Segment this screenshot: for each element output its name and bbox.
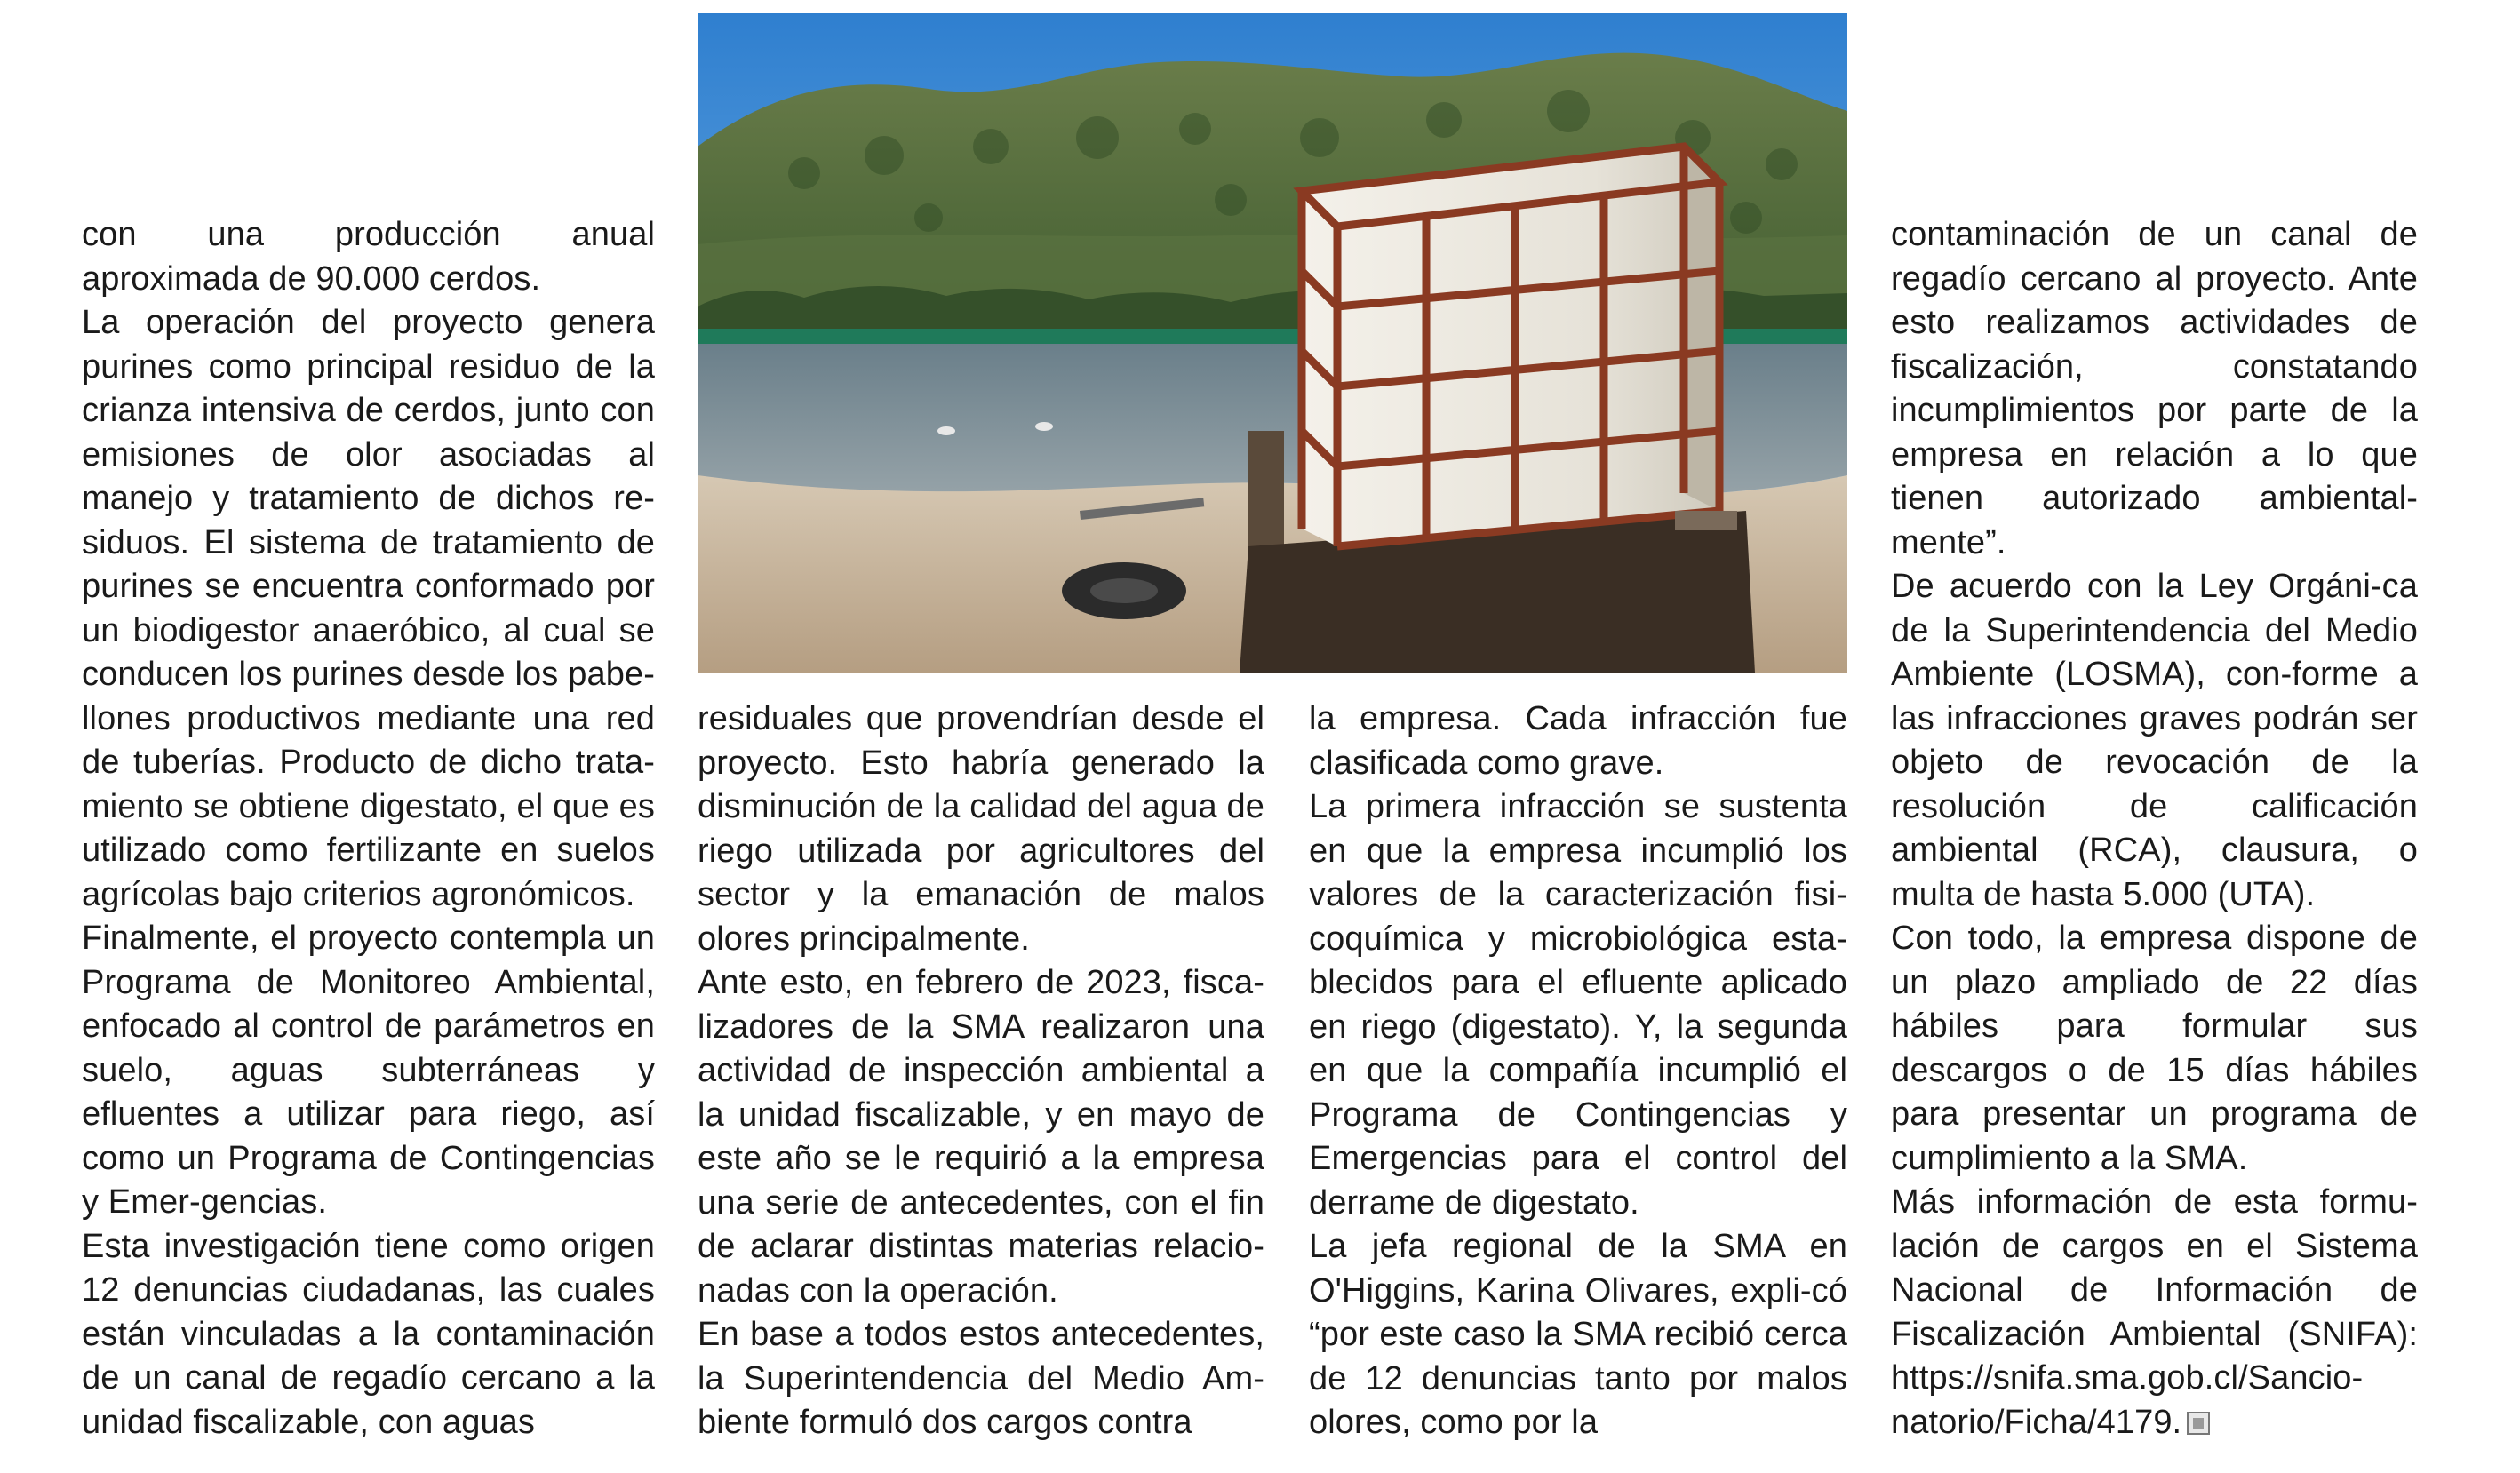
- paragraph: La primera infracción se sustenta en que la empresa incumplió los valores de la caracterización fisi-coquímica y microbiológica esta-blecidos para el efluente aplicado en riego (digestato). Y, la segunda en que la compañía incumplió el Programa de Contingencias y Emergencias para el control del derrame de digestato.: [1309, 788, 1847, 1222]
- paragraph: con una producción anual aproximada de 90.000 cerdos.: [82, 216, 655, 298]
- article-column-2: [698, 697, 1264, 1445]
- paragraph: residuales que provendrían desde el proyecto. Esto habría generado la disminución de la calidad del agua de riego utilizada por agricultores del sector y la emanación de malos olores principalmente.: [698, 700, 1264, 958]
- article-column-1: [82, 213, 655, 1445]
- paragraph: En base a todos estos antecedentes, la Superintendencia del Medio Am-biente formuló dos cargos contra: [698, 1316, 1264, 1441]
- paragraph: [1891, 1181, 2418, 1445]
- paragraph: La operación del proyecto genera purines como principal residuo de la crianza intensiva de cerdos, junto con emisiones de olor asociadas al manejo y tratamiento de dichos re-siduos. El sistema de tratamiento de purines se encuentra conformado por un biodigestor anaeróbico, al cual se conducen los purines desde los pabe-llones productivos mediante una red de tuberías. Producto de dicho trata-miento se obtiene digestato, el que es utilizado como fertilizante en suelos agrícolas bajo criterios agronómicos.: [82, 304, 655, 913]
- article-photo: [698, 13, 1847, 673]
- paragraph: De acuerdo con la Ley Orgáni-ca de la Superintendencia del Medio Ambiente (LOSMA), con-forme a las infracciones graves podrán ser objeto de revocación de la resolución de calificación ambiental (RCA), clausura, o multa de hasta 5.000 (UTA).: [1891, 568, 2418, 913]
- article-column-4: [1891, 213, 2418, 1445]
- paragraph-text: Más información de esta formu-lación de cargos en el Sistema Nacional de Información de Fiscalización Ambiental (SNIFA): https://snifa.sma.gob.cl/Sancio-natorio/Ficha/4179.: [1891, 1183, 2418, 1441]
- end-of-article-icon: [2187, 1412, 2210, 1435]
- paragraph: contaminación de un canal de regadío cercano al proyecto. Ante esto realizamos actividades de fiscalización, constatando incumplimientos por parte de la empresa en relación a lo que tienen autorizado ambiental-mente”.: [1891, 216, 2418, 561]
- article-column-3: [1309, 697, 1847, 1445]
- paragraph: Ante esto, en febrero de 2023, fisca-lizadores de la SMA realizaron una actividad de inspección ambiental a la unidad fiscalizable, y en mayo de este año se le requirió a la empresa una serie de antecedentes, con el fin de aclarar distintas materias relacio-nadas con la operación.: [698, 964, 1264, 1310]
- ibc-tank-photo-illustration: [698, 13, 1847, 673]
- paragraph: Esta investigación tiene como origen 12 denuncias ciudadanas, las cuales están vinculadas a la contaminación de un canal de regadío cercano a la unidad fiscalizable, con aguas: [82, 1227, 655, 1441]
- paragraph: Con todo, la empresa dispone de un plazo ampliado de 22 días hábiles para formular sus descargos o de 15 días hábiles para presentar un programa de cumplimiento a la SMA.: [1891, 920, 2418, 1177]
- paragraph: Finalmente, el proyecto contempla un Programa de Monitoreo Ambiental, enfocado al control de parámetros en suelo, aguas subterráneas y efluentes a utilizar para riego, así como un Programa de Contingencias y Emer-gencias.: [82, 920, 655, 1221]
- paragraph: La jefa regional de la SMA en O'Higgins, Karina Olivares, expli-có “por este caso la SMA recibió cerca de 12 denuncias tanto por malos olores, como por la: [1309, 1228, 1847, 1441]
- paragraph: la empresa. Cada infracción fue clasificada como grave.: [1309, 700, 1847, 782]
